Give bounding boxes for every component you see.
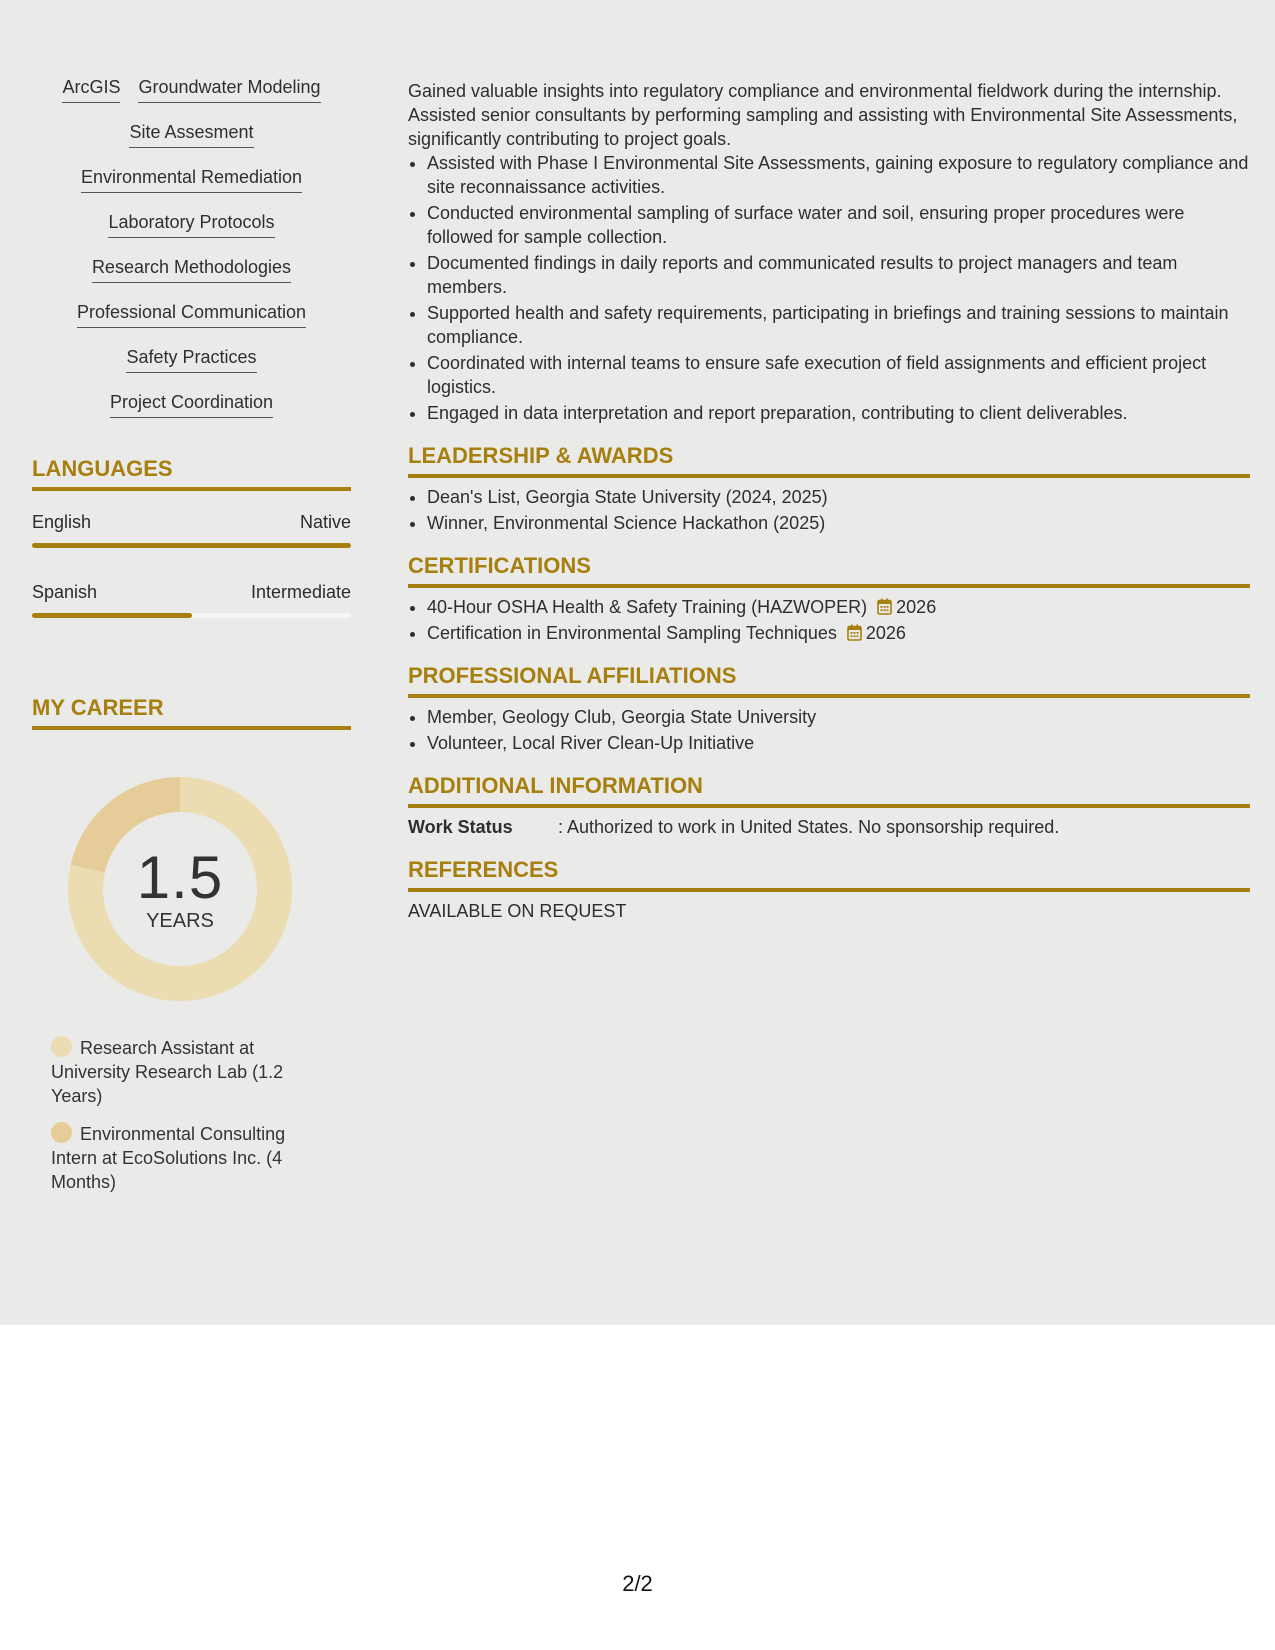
list-item: • Conducted environmental sampling of surface water and soil, ensuring proper procedures were followed for sample collection. — [427, 201, 1250, 249]
languages-heading: LANGUAGES — [32, 455, 351, 491]
career-total-value: 1.5 — [136, 844, 224, 911]
career-section — [32, 694, 351, 1194]
career-total-unit: YEARS — [146, 910, 214, 932]
language-level: Intermediate — [250, 582, 351, 602]
skill-tag: Site Assesment — [129, 121, 253, 148]
language-item — [32, 581, 351, 618]
skill-tag: Environmental Remediation — [81, 166, 302, 193]
legend-dot-icon — [51, 1036, 72, 1057]
skill-tag: Safety Practices — [126, 346, 256, 373]
career-heading: MY CAREER — [32, 694, 351, 730]
affiliations-heading: PROFESSIONAL AFFILIATIONS — [408, 662, 1250, 698]
career-legend-label: Research Assistant at University Research Lab (1.2 Years) — [51, 1038, 284, 1106]
certifications-heading: CERTIFICATIONS — [408, 552, 1250, 588]
language-bar — [32, 543, 351, 548]
skill-tag: Research Methodologies — [92, 256, 291, 283]
certification-name: 40-Hour OSHA Health & Safety Training (HAZWOPER) — [427, 597, 868, 617]
calendar-icon — [877, 598, 892, 615]
skill-row — [32, 166, 351, 211]
language-level: Native — [299, 512, 351, 532]
references-text: AVAILABLE ON REQUEST — [408, 901, 627, 921]
career-legend-item — [51, 1036, 311, 1108]
career-donut — [67, 776, 293, 1002]
career-legend — [32, 1036, 351, 1194]
experience-summary: Gained valuable insights into regulatory compliance and environmental fieldwork during the internship. Assisted senior consultants by performing sampling and assisting with Environmental Site Assessments, significantly contributing to project goals. — [408, 81, 1238, 149]
work-status-value: : Authorized to work in United States. No sponsorship required. — [558, 817, 1060, 837]
skill-tag: Professional Communication — [77, 301, 306, 328]
language-bar — [32, 613, 351, 618]
certification-item — [427, 621, 1250, 645]
list-item: • Dean's List, Georgia State University (2024, 2025) — [427, 485, 1250, 509]
additional-section — [408, 772, 1250, 839]
career-legend-item — [51, 1122, 311, 1194]
skill-tag: Groundwater Modeling — [138, 76, 320, 103]
page-number: 2/2 — [622, 1571, 653, 1596]
list-item: • Documented findings in daily reports and communicated results to project managers and team members. — [427, 251, 1250, 299]
certification-name: Certification in Environmental Sampling Techniques — [427, 623, 837, 643]
certifications-section — [408, 552, 1250, 645]
skill-row — [32, 256, 351, 301]
list-item: • Coordinated with internal teams to ensure safe execution of field assignments and efficient project logistics. — [427, 351, 1250, 399]
skill-row — [32, 346, 351, 391]
leadership-heading: LEADERSHIP & AWARDS — [408, 442, 1250, 478]
legend-dot-icon — [51, 1122, 72, 1143]
language-name: Spanish — [32, 582, 98, 602]
list-item: • Engaged in data interpretation and report preparation, contributing to client deliverables. — [427, 401, 1250, 425]
work-status-label: Work Status — [408, 817, 513, 837]
language-bar-fill — [32, 613, 192, 618]
certification-year: 2026 — [865, 623, 906, 643]
list-item: • Winner, Environmental Science Hackathon (2025) — [427, 511, 1250, 535]
language-item — [32, 511, 351, 548]
list-item: • Supported health and safety requirements, participating in briefings and training sessions to maintain compliance. — [427, 301, 1250, 349]
affiliations-section — [408, 662, 1250, 755]
certification-year: 2026 — [896, 597, 937, 617]
career-donut-center — [67, 776, 293, 1002]
additional-heading: ADDITIONAL INFORMATION — [408, 772, 1250, 808]
list-item: • Volunteer, Local River Clean-Up Initiative — [427, 731, 1250, 755]
right-column — [408, 79, 1250, 923]
skill-row — [32, 76, 351, 121]
experience-bullets — [408, 151, 1250, 425]
skills-list — [32, 76, 351, 436]
languages-section — [32, 455, 351, 618]
certification-item — [427, 595, 1250, 619]
left-column — [32, 76, 351, 1194]
language-bar-fill — [32, 543, 351, 548]
leadership-section — [408, 442, 1250, 535]
language-name: English — [32, 512, 92, 532]
skill-tag: Laboratory Protocols — [108, 211, 274, 238]
skill-row — [32, 391, 351, 436]
list-item: • Assisted with Phase I Environmental Site Assessments, gaining exposure to regulatory compliance and site reconnaissance activities. — [427, 151, 1250, 199]
skill-tag: ArcGIS — [62, 76, 120, 103]
skill-row — [32, 211, 351, 256]
calendar-icon — [847, 624, 862, 641]
skill-tag: Project Coordination — [110, 391, 273, 418]
skill-row — [32, 121, 351, 166]
references-heading: REFERENCES — [408, 856, 1250, 892]
references-section — [408, 856, 1250, 923]
work-status-row — [408, 815, 1250, 839]
skill-row — [32, 301, 351, 346]
list-item: • Member, Geology Club, Georgia State University — [427, 705, 1250, 729]
career-legend-label: Environmental Consulting Intern at EcoSolutions Inc. (4 Months) — [51, 1124, 286, 1192]
